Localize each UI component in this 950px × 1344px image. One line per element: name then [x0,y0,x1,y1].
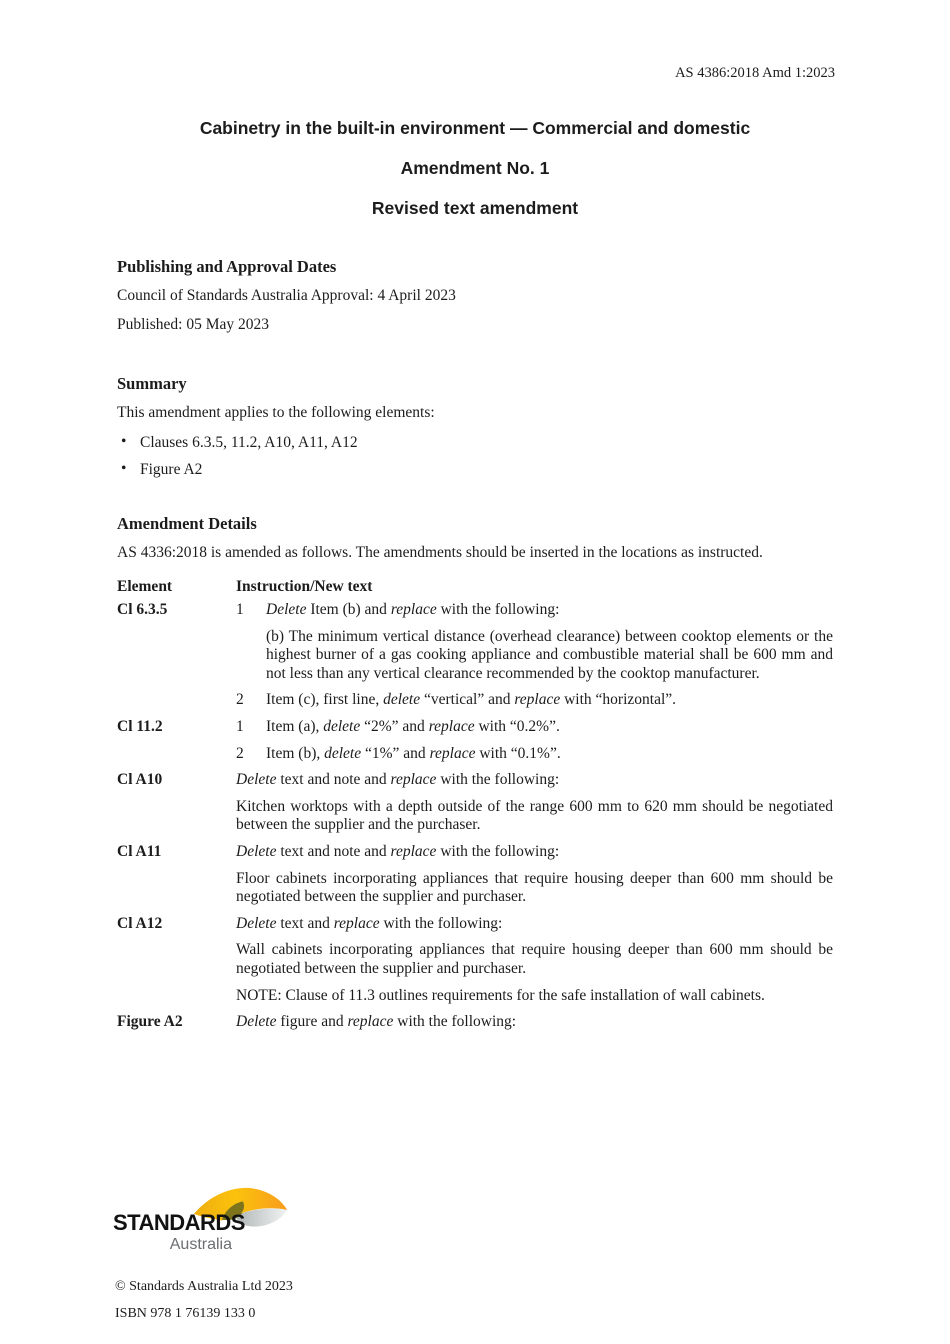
text-run: with the following: [436,601,560,618]
instruction-cell [236,718,833,771]
numbered-instruction [236,745,833,764]
text-run: with the following: [379,914,503,932]
text-run: Item (a), [266,717,324,735]
instruction-cell [236,601,833,718]
replacement-paragraph: Kitchen worktops with a depth outside of the range 600 mm to 620 mm should be negotiated between the supplier and the purchaser. [236,797,833,834]
italic-run: Delete [266,601,307,618]
text-run: figure and [276,1013,348,1031]
text-run: with “horizontal”. [560,691,677,709]
text-run: “1%” and [361,744,430,762]
instruction-text [236,915,833,934]
replacement-paragraph: (b) The minimum vertical distance (overhead clearance) between cooktop elements or the highest burner of a gas cooking appliance and combustible material shall be 600 mm and not less than any vertical clearance recommended by the cooktop manufacturer. [266,627,833,682]
approval-date-line: Council of Standards Australia Approval: 4 April 2023 [117,287,456,304]
text-run: Item (b), [266,744,325,762]
replacement-paragraph: Floor cabinets incorporating appliances that require housing deeper than 600 mm should be negotiated between the supplier and purchaser. [236,869,833,906]
amendment-type-title: Revised text amendment [371,198,579,218]
italic-run: replace [390,771,437,789]
table-row [117,601,833,718]
summary-bullet-item: • Clauses 6.3.5, 11.2, A10, A11, A12 [117,433,833,453]
text-run: Item (c), first line, [266,691,384,709]
italic-run: delete [383,691,421,709]
amendment-table-body [117,601,833,1040]
table-row [117,843,833,915]
italic-run: delete [324,744,362,762]
text-run: with “0.2%”. [474,717,560,735]
instruction-number: 2 [236,744,244,762]
publishing-heading: Publishing and Approval Dates [117,257,337,276]
table-row [117,718,833,771]
instruction-text [266,745,833,764]
numbered-instruction [236,691,833,710]
isbn-line: ISBN 978 1 76139 133 0 [115,1306,256,1321]
instruction-column-header: Instruction/New text [236,578,373,595]
italic-run: replace [390,842,437,860]
amendment-intro: AS 4336:2018 is amended as follows. The amendments should be inserted in the locations as instructed. [117,544,763,561]
page-footer [115,1277,293,1331]
text-run: with the following: [436,771,560,789]
text-run: text and [276,914,334,932]
instruction-text [236,843,833,862]
text-run: “vertical” and [420,691,515,709]
element-label: Cl A10 [117,771,163,789]
italic-run: delete [323,717,361,735]
numbered-instruction [236,601,833,620]
text-run: “2%” and [360,717,429,735]
replacement-paragraph: NOTE: Clause of 11.3 outlines requirements for the safe installation of wall cabinets. [236,986,765,1004]
copyright-line: © Standards Australia Ltd 2023 [115,1279,293,1294]
amendment-heading: Amendment Details [117,514,257,533]
instruction-number: 2 [236,691,244,709]
amendment-number-title: Amendment No. 1 [400,158,550,178]
italic-run: replace [514,691,561,709]
logo-brand-top-text: STANDARDS [113,1210,245,1235]
title-block [0,117,950,237]
italic-run: replace [390,601,437,618]
text-run: with “0.1%”. [475,744,561,762]
element-label: Cl A12 [117,914,163,932]
instruction-text [266,691,833,710]
element-label: Figure A2 [117,1013,183,1031]
instruction-text [266,718,833,737]
italic-run: Delete [236,771,277,789]
italic-run: replace [429,744,476,762]
instruction-cell [236,771,833,843]
instruction-cell [236,1013,833,1040]
instruction-cell [236,915,833,1013]
table-header-row [117,577,833,596]
italic-run: Delete [236,914,277,932]
element-column-header: Element [117,578,173,595]
instruction-text [266,601,833,620]
logo-brand-bottom-text: Australia [169,1236,232,1253]
instruction-cell [236,843,833,915]
amendment-table [117,577,833,1040]
publishing-section [117,257,833,344]
standards-australia-logo [113,1183,291,1261]
text-run: with the following: [436,842,560,860]
published-date-line: Published: 05 May 2023 [117,316,269,333]
doc-reference: AS 4386:2018 Amd 1:2023 [675,65,835,81]
element-label: Cl 6.3.5 [117,601,168,618]
document-title: Cabinetry in the built-in environment — Commercial and domestic [199,118,751,138]
instruction-number: 1 [236,601,244,618]
summary-heading: Summary [117,374,187,393]
summary-section [117,374,833,487]
italic-run: Delete [236,842,277,860]
summary-intro: This amendment applies to the following elements: [117,404,435,421]
text-run: with the following: [393,1013,517,1031]
summary-bullet-item: • Figure A2 [117,460,833,480]
element-label: Cl 11.2 [117,717,163,735]
table-row [117,771,833,843]
italic-run: Delete [236,1013,277,1031]
table-row [117,1013,833,1040]
italic-run: replace [428,717,475,735]
italic-run: replace [333,914,380,932]
text-run: text and note and [276,771,391,789]
table-row [117,915,833,1013]
instruction-text [236,771,833,790]
italic-run: replace [347,1013,394,1031]
text-run: text and note and [276,842,391,860]
amendment-details-section [117,514,833,1040]
replacement-paragraph: Wall cabinets incorporating appliances that require housing deeper than 600 mm should be negotiated between the supplier and purchaser. [236,941,833,977]
text-run: Item (b) and [306,601,391,618]
element-label: Cl A11 [117,842,162,860]
instruction-number: 1 [236,717,244,735]
summary-bullet-list [117,433,833,480]
numbered-instruction [236,718,833,737]
instruction-text [236,1013,833,1032]
